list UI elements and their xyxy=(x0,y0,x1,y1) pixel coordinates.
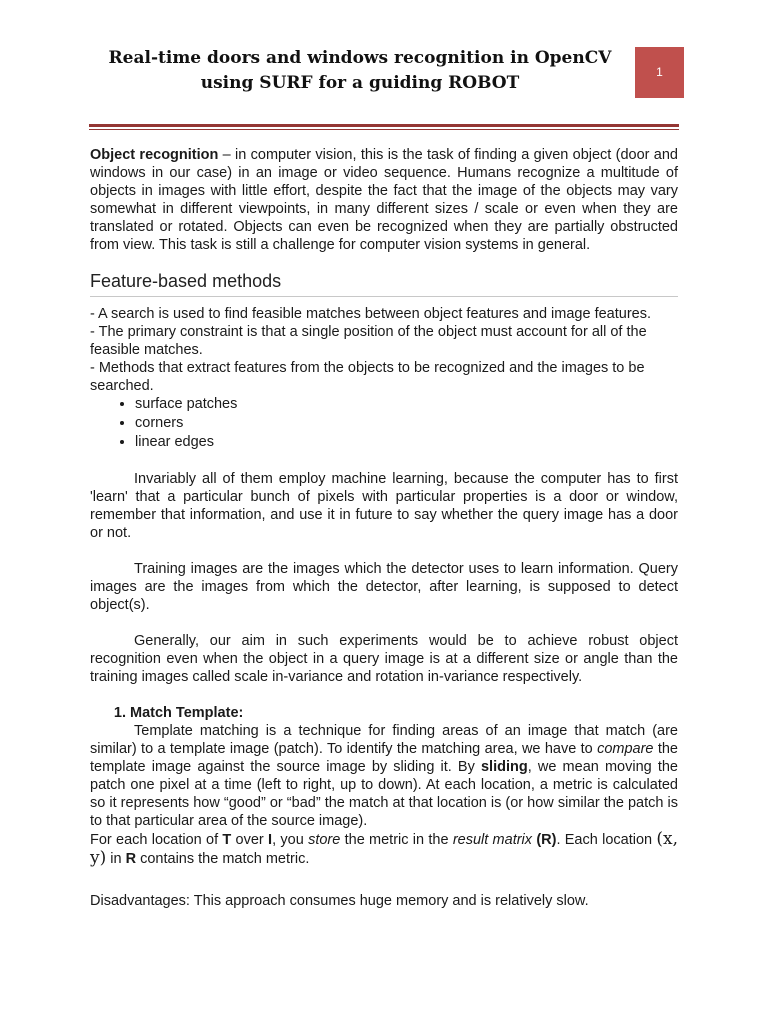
body-paragraph: Invariably all of them employ machine learning, because the computer has to first 'learn' that a particular bunch of pixels with particular properties is a door or window, remember that information, and use it in future to say whether the query image has a door or not. xyxy=(90,471,678,541)
text-run: the template image against the source image by sliding it. By xyxy=(90,741,678,775)
text-run: over xyxy=(231,832,269,848)
bullet-item: • surface patches xyxy=(135,395,678,414)
section-heading: Feature-based methods xyxy=(90,269,678,297)
feature-bullet-list xyxy=(90,395,678,452)
section-line-1: - A search is used to find feasible matches between object features and image features. xyxy=(90,306,651,322)
symbol-T: T xyxy=(222,832,232,848)
title-line-1: Real-time doors and windows recognition in OpenCV xyxy=(108,48,612,68)
page-number-box: 1 xyxy=(635,47,684,98)
intro-text: – in computer vision, this is the task of finding a given object (door and windows in our case) in an image or video sequence. Humans recognize a multitude of objects in images with little effort, despite the fact that the image of the objects may vary somewhat in different viewpoints, in many different sizes / scale or even when they are translated or rotated. Objects can even be recognized when they are partially obstructed from view. This task is still a challenge for computer vision systems in general. xyxy=(90,147,678,253)
text-run: contains the match metric. xyxy=(136,851,310,867)
disadvantages-line: Disadvantages: This approach consumes huge memory and is relatively slow. xyxy=(90,893,589,909)
match-template-paragraph xyxy=(90,722,678,830)
header-rule-thin xyxy=(89,129,679,130)
header-rule-thick xyxy=(89,124,679,127)
bullet-item: • corners xyxy=(135,414,678,433)
text-run: , you xyxy=(272,832,309,848)
emphasis-compare: compare xyxy=(597,741,654,757)
body-paragraph: Training images are the images which the detector uses to learn information. Query images are the images from which the detector, after learning, is supposed to detect object(s). xyxy=(90,561,678,613)
text-run: For each location of xyxy=(90,832,223,848)
emphasis-store: store xyxy=(308,832,341,848)
result-matrix-paragraph xyxy=(90,830,678,868)
math-xy: (x, y) xyxy=(90,829,678,868)
match-template-heading: 1. Match Template: xyxy=(130,704,678,722)
body-paragraph: Generally, our aim in such experiments would be to achieve robust object recognition even when the object in a query image is at a different size or angle than the training images called scale in-variance and rotation in-variance respectively. xyxy=(90,633,678,685)
document-title xyxy=(96,46,624,96)
emphasis-result-matrix: result matrix xyxy=(452,832,533,848)
intro-term: Object recognition xyxy=(90,147,219,163)
symbol-R: (R) xyxy=(532,832,557,848)
symbol-R: R xyxy=(125,851,137,867)
document-body xyxy=(90,146,678,910)
text-run: Template matching is a technique for finding areas of an image that match (are similar) to a template image (patch). To identify the matching area, we have to xyxy=(90,723,678,757)
numbered-list xyxy=(90,704,678,722)
text-run: , we mean moving the patch one pixel at a time (left to right, up to down). At each location, a metric is calculated so it represents how “good” or “bad” the match at that location is (or how similar the patch is to that particular area of the source image). xyxy=(90,759,678,829)
strong-sliding: sliding xyxy=(480,759,528,775)
section-line-2: - The primary constraint is that a single position of the object must account for all of the feasible matches. xyxy=(90,324,647,358)
text-run: in xyxy=(106,851,126,867)
section-line-3: - Methods that extract features from the objects to be recognized and the images to be searched. xyxy=(90,360,645,394)
text-run: . Each location xyxy=(556,832,657,848)
intro-paragraph xyxy=(90,146,678,254)
symbol-I: I xyxy=(268,832,273,848)
bullet-item: • linear edges xyxy=(135,433,678,452)
title-line-2: using SURF for a guiding ROBOT xyxy=(200,73,520,93)
text-run: the metric in the xyxy=(340,832,453,848)
